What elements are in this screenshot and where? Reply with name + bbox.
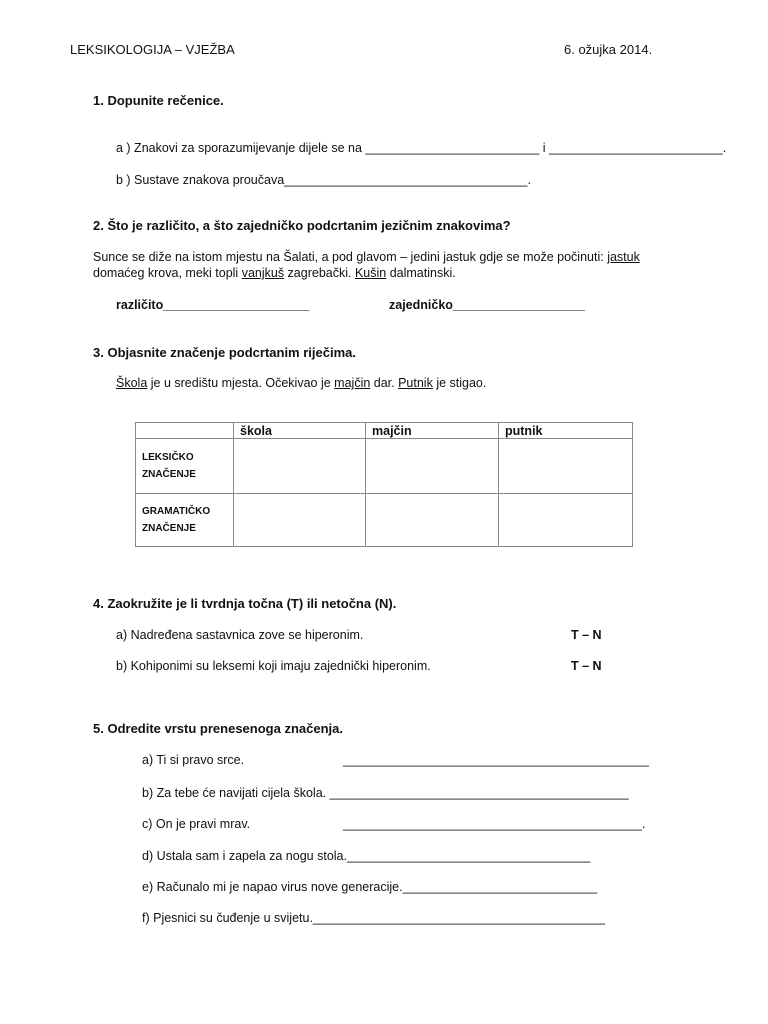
q1-a-text: a ) Znakovi za sporazumijevanje dijele se na _________________________ i _________________________. — [116, 141, 727, 155]
q5-item-f[interactable]: f) Pjesnici su čuđenje u svijetu.__________________________________________ — [142, 911, 605, 925]
table-col-skola: škola — [234, 423, 366, 439]
q4-a-statement: a) Nadređena sastavnica zove se hiperonim. — [116, 628, 364, 642]
header-date: 6. ožujka 2014. — [564, 42, 653, 57]
q4-a-choice[interactable]: T – N — [571, 628, 602, 642]
q2-underlined-kusin: Kušin — [354, 266, 387, 280]
answer-cell[interactable] — [366, 494, 499, 547]
q3-underlined-skola: Škola — [116, 376, 148, 390]
q3-text-2: dar. — [370, 376, 399, 390]
q3-underlined-putnik: Putnik — [398, 376, 433, 390]
q2-underlined-jastuk: jastuk — [607, 250, 640, 264]
q3-text-1: je u središtu mjesta. Očekivao je — [147, 376, 335, 390]
table-row — [136, 439, 633, 494]
q5-item-b[interactable]: b) Za tebe će navijati cijela škola. ___________________________________________ — [142, 786, 629, 800]
table-row — [136, 494, 633, 547]
q5-item-d[interactable]: d) Ustala sam i zapela za nogu stola.___________________________________ — [142, 849, 591, 863]
row-label-gramaticko: GRAMATIČKO ZNAČENJE — [136, 494, 234, 547]
answer-cell[interactable] — [499, 439, 633, 494]
q2-different-blank[interactable]: različito_____________________ — [116, 298, 310, 312]
q3-text-3: je stigao. — [432, 376, 487, 390]
q2-passage-line2 — [93, 266, 456, 280]
q1-title: 1. Dopunite rečenice. — [93, 93, 224, 108]
q5-item-e[interactable]: e) Računalo mi je napao virus nove generacije.____________________________ — [142, 880, 598, 894]
meaning-table — [135, 422, 633, 547]
table-corner-cell — [136, 423, 234, 439]
header-title: LEKSIKOLOGIJA – VJEŽBA — [70, 42, 235, 57]
q2-line2-mid: zagrebački. — [284, 266, 355, 280]
table-col-putnik: putnik — [499, 423, 633, 439]
q5-item-c: c) On je pravi mrav. — [142, 817, 251, 831]
q2-common-blank[interactable]: zajedničko___________________ — [389, 298, 585, 312]
q2-title: 2. Što je različito, a što zajedničko podcrtanim jezičnim znakovima? — [93, 218, 511, 233]
answer-cell[interactable] — [499, 494, 633, 547]
q4-b-statement: b) Kohiponimi su leksemi koji imaju zajednički hiperonim. — [116, 659, 431, 673]
q1-b-text: b ) Sustave znakova proučava___________________________________. — [116, 173, 531, 187]
q2-line2-text: domaćeg krova, meki topli — [93, 266, 242, 280]
q4-title: 4. Zaokružite je li tvrdnja točna (T) ili netočna (N). — [93, 596, 397, 611]
q2-line1-text: Sunce se diže na istom mjestu na Šalati, a pod glavom – jedini jastuk gdje se može počinuti: — [93, 250, 608, 264]
q5-item-a: a) Ti si pravo srce. — [142, 753, 245, 767]
q5-blank-c[interactable]: ___________________________________________. — [343, 817, 646, 831]
q5-blank-a[interactable]: ____________________________________________ — [343, 753, 649, 767]
q2-passage-line1 — [93, 250, 640, 264]
table-header-row — [136, 423, 633, 439]
answer-cell[interactable] — [366, 439, 499, 494]
answer-cell[interactable] — [234, 494, 366, 547]
q3-underlined-majcin: majčin — [334, 376, 371, 390]
q2-underlined-vanjkus: vanjkuš — [241, 266, 285, 280]
table-col-majcin: majčin — [366, 423, 499, 439]
answer-cell[interactable] — [234, 439, 366, 494]
q2-line2-end: dalmatinski. — [386, 266, 456, 280]
q5-title: 5. Odredite vrstu prenesenoga značenja. — [93, 721, 343, 736]
q3-sentence — [116, 376, 486, 390]
row-label-leksicko: LEKSIČKO ZNAČENJE — [136, 439, 234, 494]
q3-title: 3. Objasnite značenje podcrtanim riječima. — [93, 345, 356, 360]
q4-b-choice[interactable]: T – N — [571, 659, 602, 673]
